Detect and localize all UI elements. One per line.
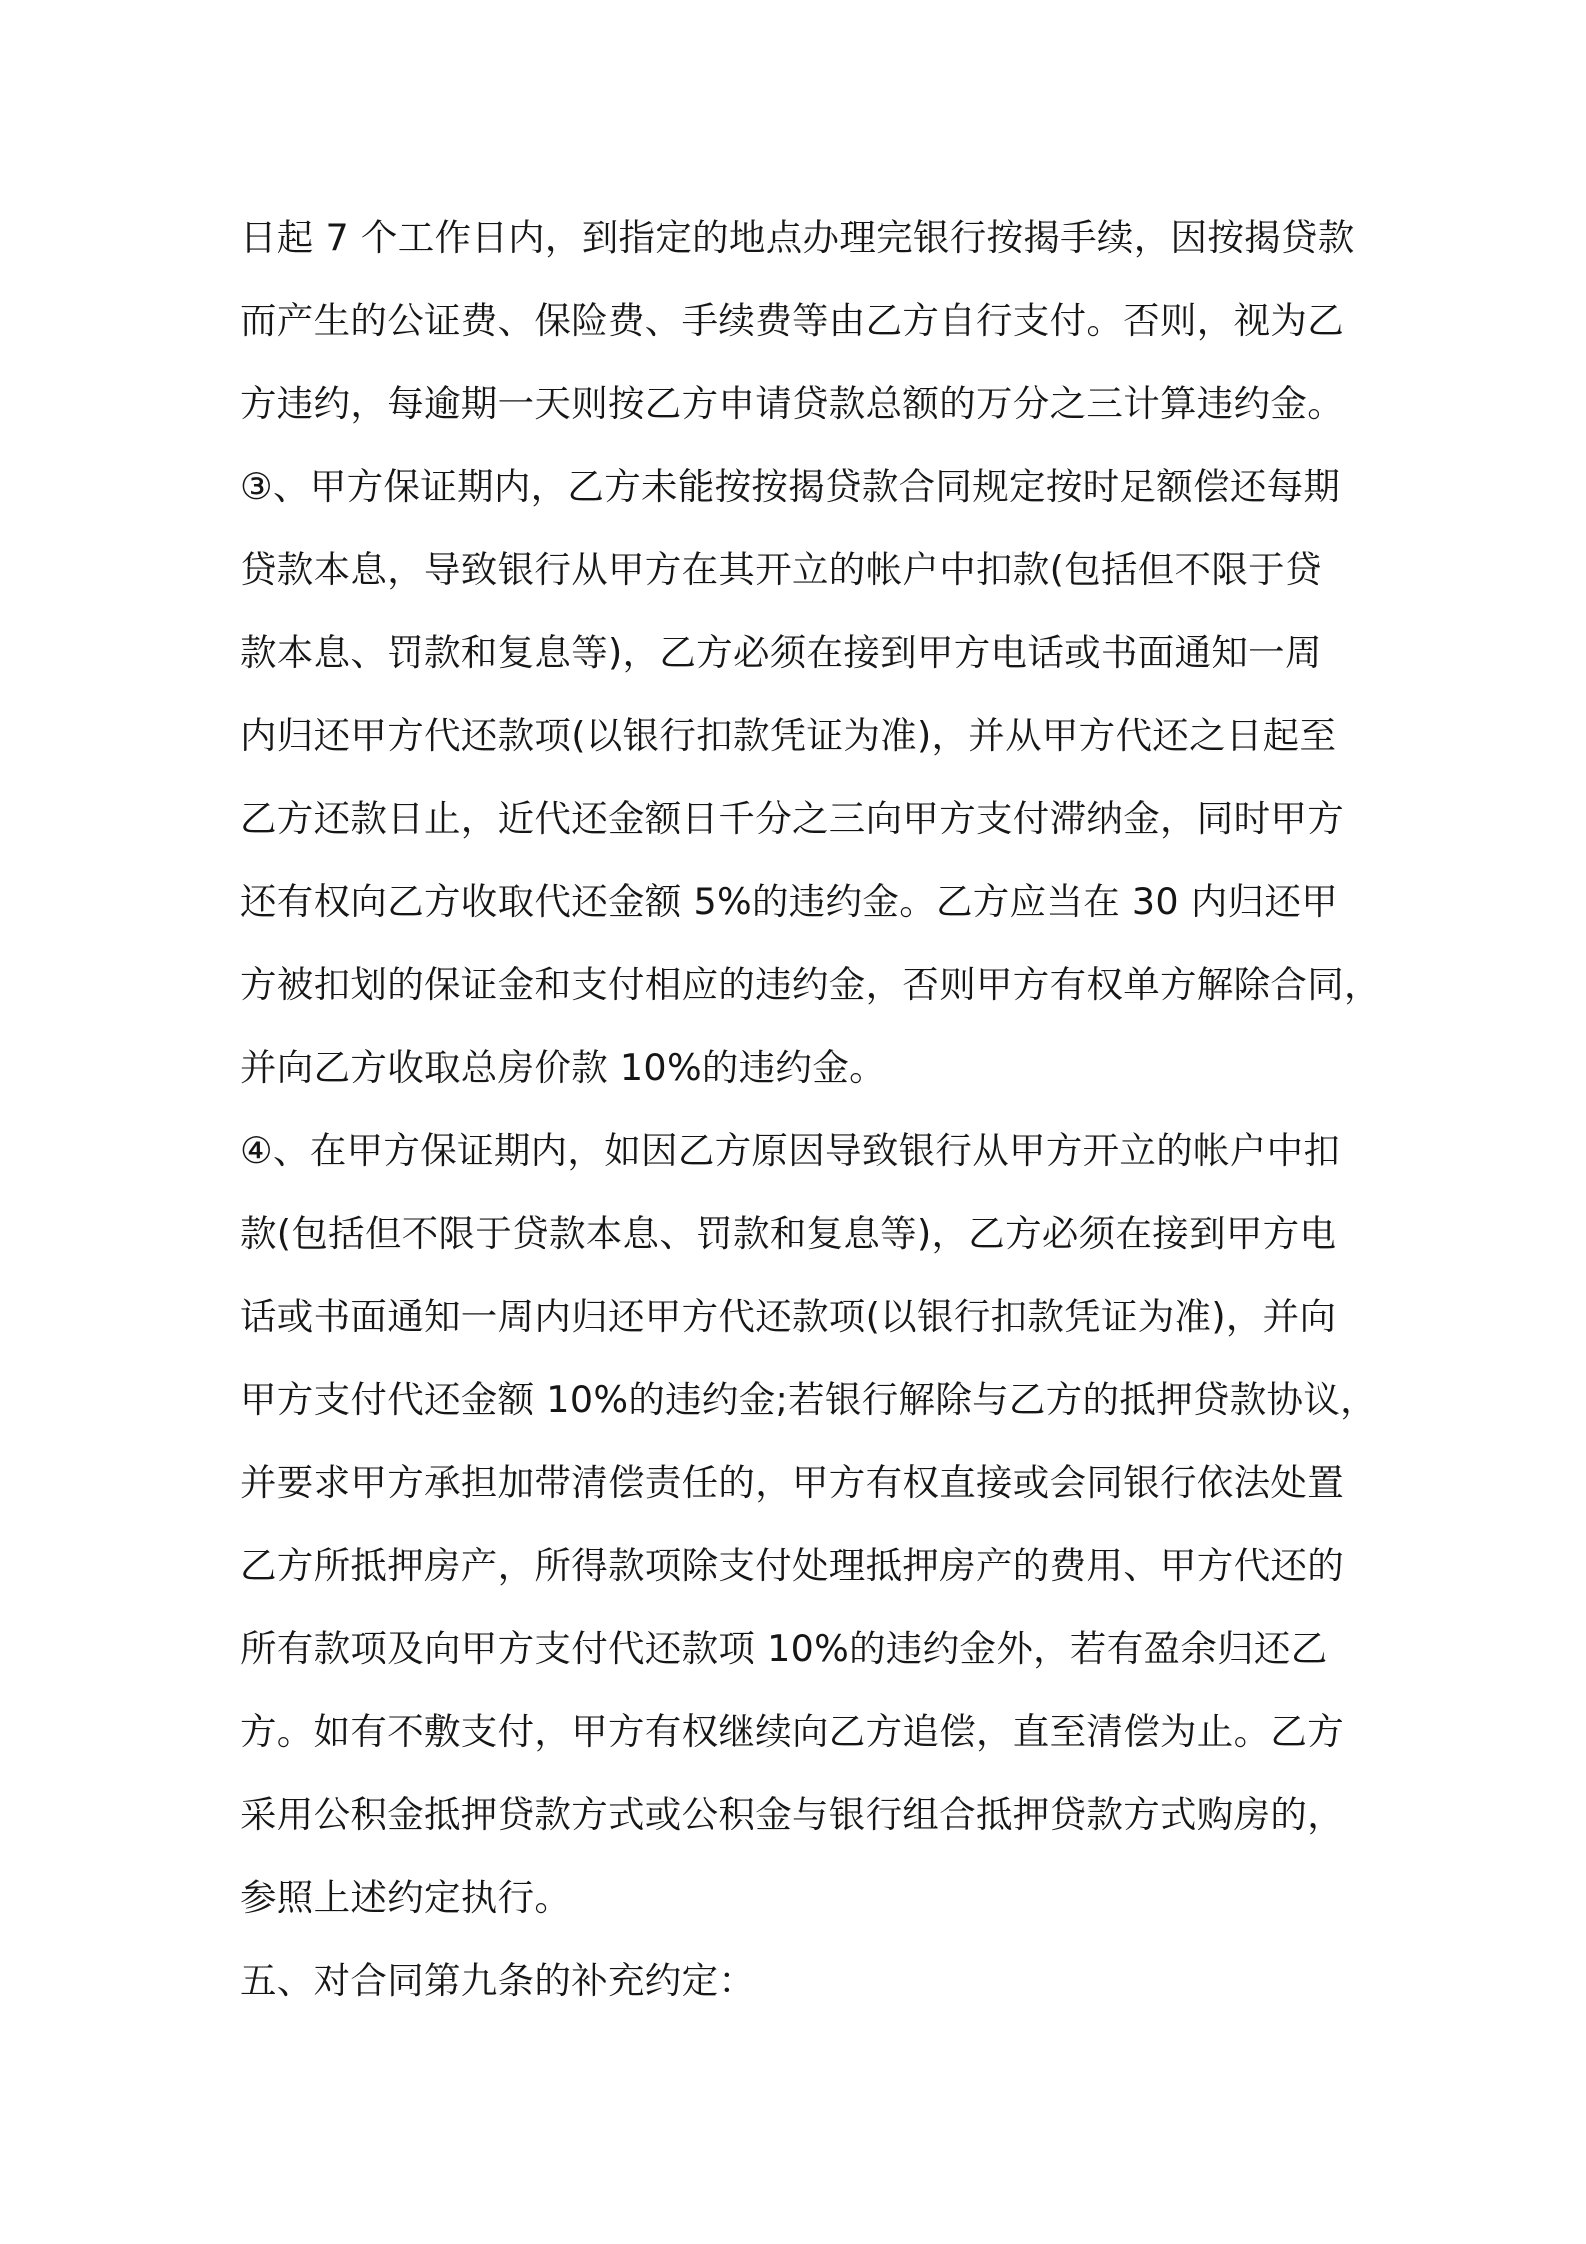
text-line: 内归还甲方代还款项(以银行扣款凭证为准)，并从甲方代还之日起至 [240,714,1337,757]
text-line: 款(包括但不限于贷款本息、罚款和复息等)，乙方必须在接到甲方电 [240,1212,1337,1255]
text-line: 日起 7 个工作日内，到指定的地点办理完银行按揭手续，因按揭贷款 [240,216,1355,259]
text-line: 并要求甲方承担加带清偿责任的，甲方有权直接或会同银行依法处置 [240,1461,1344,1504]
text-line: 并向乙方收取总房价款 10%的违约金。 [240,1046,886,1089]
text-line: 乙方所抵押房产，所得款项除支付处理抵押房产的费用、甲方代还的 [240,1544,1344,1587]
document-body [240,196,1381,2022]
text-line: 方。如有不敷支付，甲方有权继续向乙方追偿，直至清偿为止。乙方 [240,1710,1344,1753]
text-line: 乙方还款日止，近代还金额日千分之三向甲方支付滞纳金，同时甲方 [240,797,1344,840]
text-line: 方违约，每逾期一天则按乙方申请贷款总额的万分之三计算违约金。 [240,382,1344,425]
text-line: ④、在甲方保证期内，如因乙方原因导致银行从甲方开立的帐户中扣 [240,1129,1341,1172]
text-line: 贷款本息，导致银行从甲方在其开立的帐户中扣款(包括但不限于贷 [240,548,1322,591]
text-line: 所有款项及向甲方支付代还款项 10%的违约金外，若有盈余归还乙 [240,1627,1328,1670]
text-line: 参照上述约定执行。 [240,1876,572,1919]
text-line: 还有权向乙方收取代还金额 5%的违约金。乙方应当在 30 内归还甲 [240,880,1339,923]
text-line: 甲方支付代还金额 10%的违约金;若银行解除与乙方的抵押贷款协议， [240,1378,1377,1421]
text-line: 款本息、罚款和复息等)，乙方必须在接到甲方电话或书面通知一周 [240,631,1322,674]
text-line: 话或书面通知一周内归还甲方代还款项(以银行扣款凭证为准)，并向 [240,1295,1337,1338]
text-line: 采用公积金抵押贷款方式或公积金与银行组合抵押贷款方式购房的， [240,1793,1344,1836]
text-line: 而产生的公证费、保险费、手续费等由乙方自行支付。否则，视为乙 [240,299,1344,342]
text-line: ③、甲方保证期内，乙方未能按按揭贷款合同规定按时足额偿还每期 [240,465,1341,508]
text-line: 方被扣划的保证金和支付相应的违约金，否则甲方有权单方解除合同， [240,963,1381,1006]
section-heading: 五、对合同第九条的补充约定： [240,1959,756,2002]
